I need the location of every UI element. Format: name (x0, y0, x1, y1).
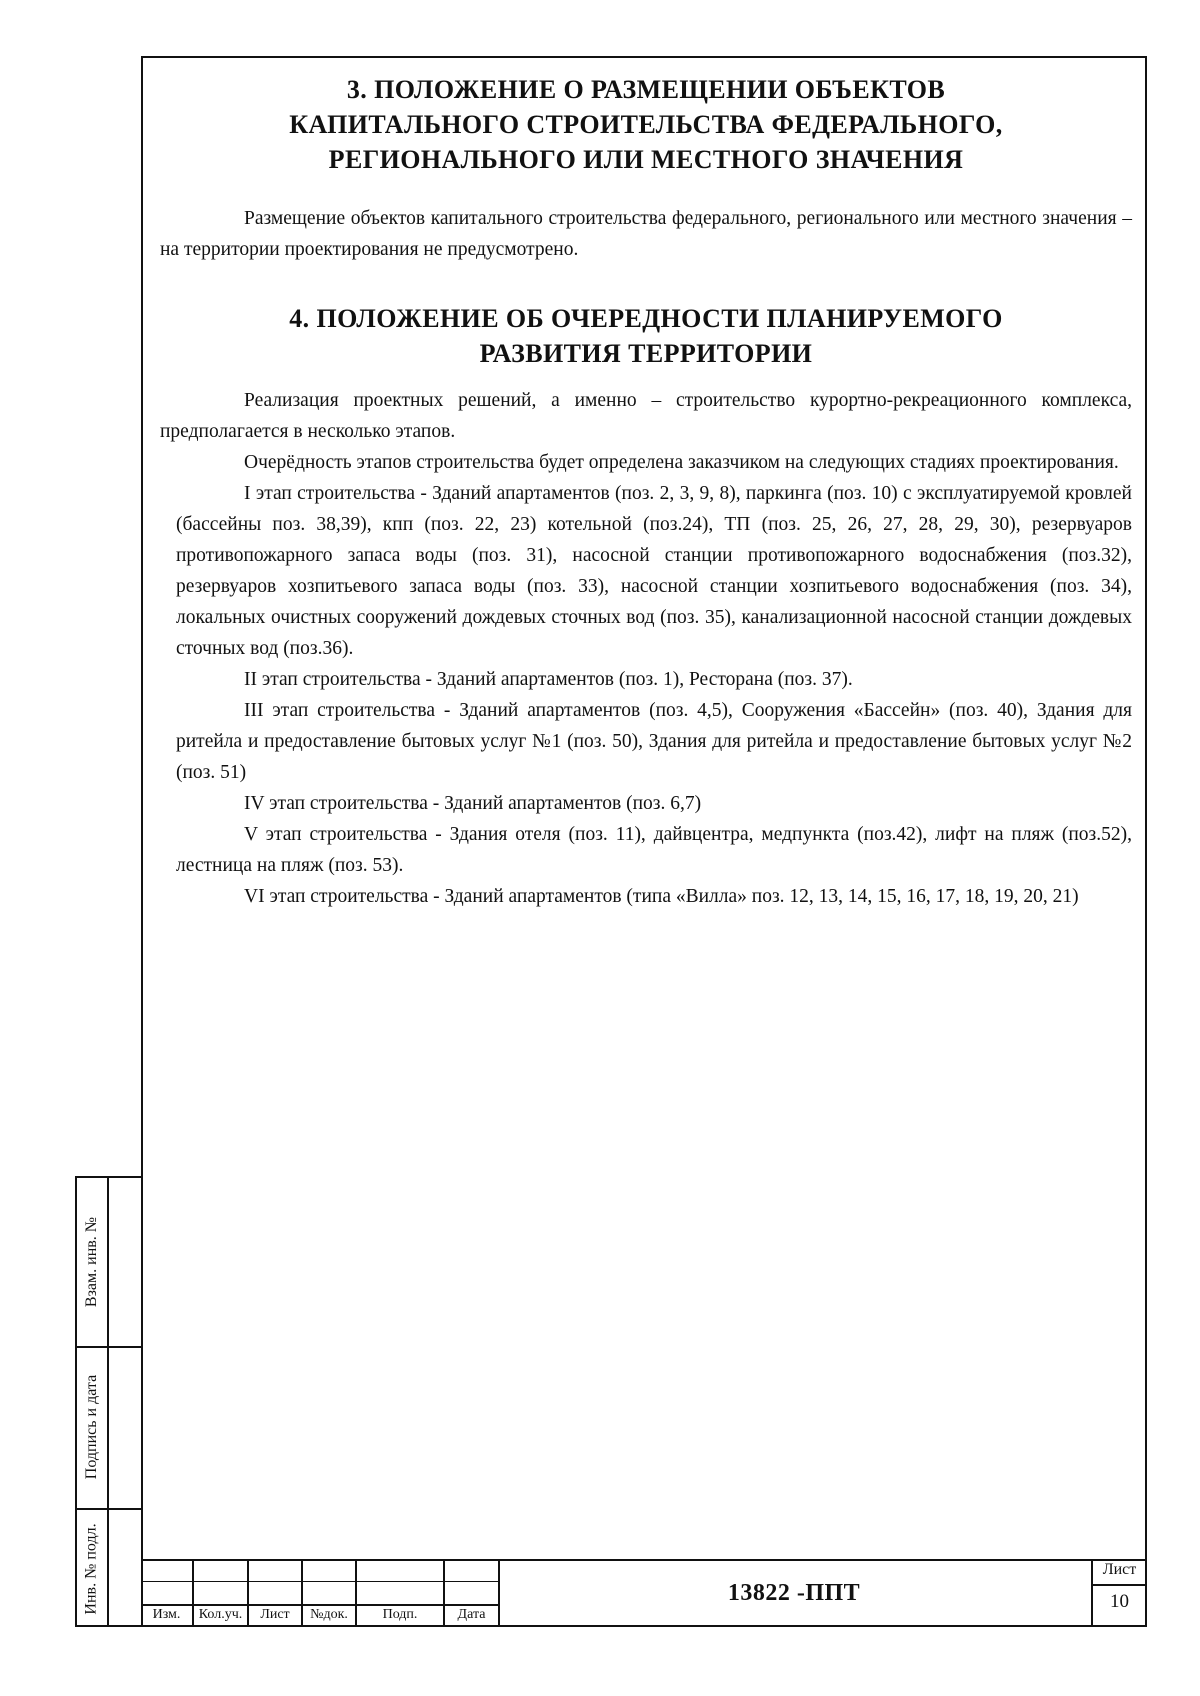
title-block-header: Изм. (152, 1607, 181, 1622)
section-3-title (160, 72, 1132, 177)
title-block-header: Дата (457, 1607, 486, 1622)
document-body (160, 72, 1132, 912)
section-4-title (160, 301, 1132, 371)
title-block-header: Лист (260, 1607, 290, 1622)
section-4-paragraph: Очерёдность этапов строительства будет определена заказчиком на следующих стадиях проектирования. (244, 452, 1119, 473)
sheet-label: Лист (1102, 1561, 1137, 1578)
section-3-title-line: КАПИТАЛЬНОГО СТРОИТЕЛЬСТВА ФЕДЕРАЛЬНОГО, (289, 110, 1003, 139)
side-stamp-label: Инв. № подл. (83, 1522, 101, 1615)
stage-paragraph: I этап строительства - Зданий апартаментов (поз. 2, 3, 9, 8), паркинга (поз. 10) с эксплуатируемой кровлей (бассейны поз. 38,39), кпп (поз. 22, 23) котельной (поз.24), ТП (поз. 25, 26, 27, 28, 29, 30), резервуаров противопожарного запаса воды (поз. 31), насосной станции противопожарного водоснабжения (поз.32), резервуаров хозпитьевого запаса воды (поз. 33), насосной станции хозпитьевого водоснабжения (поз. 34), локальных очистных сооружений дождевых сточных вод (поз. 35), канализационной насосной станции дождевых сточных вод (поз.36). (176, 483, 1132, 659)
section-3-title-line: 3. ПОЛОЖЕНИЕ О РАЗМЕЩЕНИИ ОБЪЕКТОВ (346, 75, 946, 104)
section-4-title-line: 4. ПОЛОЖЕНИЕ ОБ ОЧЕРЕДНОСТИ ПЛАНИРУЕМОГО (289, 304, 1003, 333)
side-stamp-cell (77, 1178, 107, 1346)
side-stamp-label: Взам. инв. № (83, 1216, 101, 1308)
section-4-title-line: РАЗВИТИЯ ТЕРРИТОРИИ (479, 339, 813, 368)
title-block (141, 1559, 1147, 1627)
title-block-row-line (1091, 1584, 1147, 1586)
side-stamp-cell (77, 1346, 107, 1508)
title-block-header: Кол.уч. (198, 1607, 243, 1622)
stage-paragraph: VI этап строительства - Зданий апартаментов (типа «Вилла» поз. 12, 13, 14, 15, 16, 17, 18, 19, 20, 21) (244, 886, 1079, 907)
title-block-header: Подп. (382, 1607, 418, 1622)
side-stamp (75, 1176, 141, 1627)
document-code: 13822 -ППТ (727, 1579, 861, 1606)
side-stamp-label: Подпись и дата (83, 1374, 100, 1480)
title-block-row-line (141, 1581, 499, 1582)
stage-paragraph: V этап строительства - Здания отеля (поз. 11), дайвцентра, медпункта (поз.42), лифт на пляж (поз.52), лестница на пляж (поз. 53). (176, 824, 1132, 876)
side-stamp-cell (77, 1508, 107, 1629)
stage-paragraph: II этап строительства - Зданий апартаментов (поз. 1), Ресторана (поз. 37). (244, 669, 853, 690)
section-3-paragraph: Размещение объектов капитального строительства федерального, регионального или местного значения – на территории проектирования не предусмотрено. (160, 208, 1132, 260)
title-block-col-line (1091, 1559, 1093, 1627)
stage-paragraph: IV этап строительства - Зданий апартаментов (поз. 6,7) (244, 793, 702, 814)
section-3-title-line: РЕГИОНАЛЬНОГО ИЛИ МЕСТНОГО ЗНАЧЕНИЯ (328, 145, 964, 174)
title-block-header: №док. (310, 1607, 348, 1622)
section-4-paragraph: Реализация проектных решений, а именно – строительство курортно-рекреационного комплекса, предполагается в несколько этапов. (160, 390, 1132, 442)
title-block-row-line (141, 1604, 499, 1606)
stage-paragraph: III этап строительства - Зданий апартаментов (поз. 4,5), Сооружения «Бассейн» (поз. 40), Здания для ритейла и предоставление бытовых услуг №1 (поз. 50), Здания для ритейла и предоставление бытовых услуг №2 (поз. 51) (176, 700, 1132, 783)
sheet-number: 10 (1110, 1591, 1129, 1612)
